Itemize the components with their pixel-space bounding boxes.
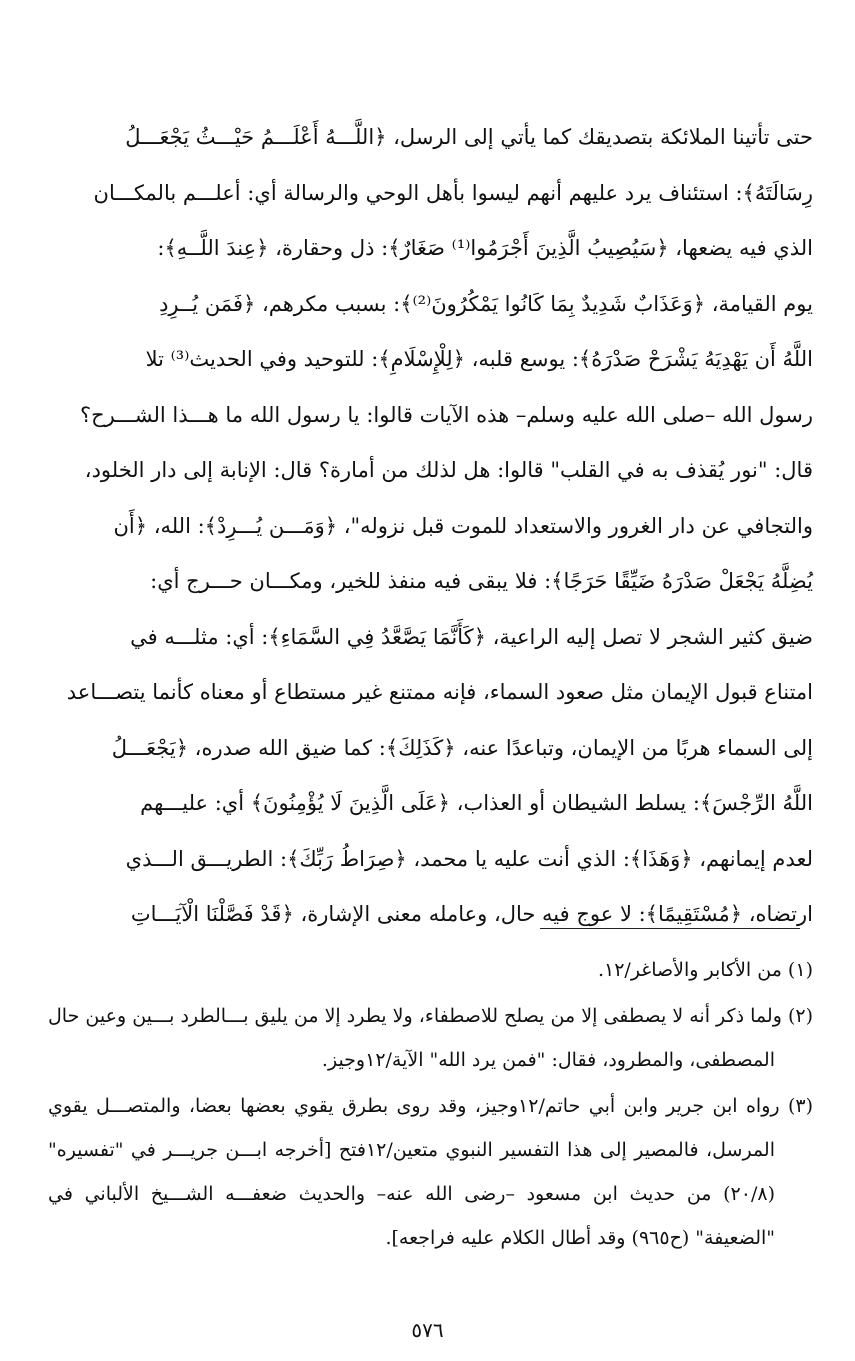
body-line: اللَّهُ الرِّجْسَ﴾: يسلط الشيطان أو العذاب، ﴿عَلَى الَّذِينَ لَا يُؤْمِنُونَ﴾ أي: عليـــهم <box>140 791 813 815</box>
footnote-1: (١) من الأكابر والأصاغر/١٢. <box>597 959 813 981</box>
body-line: لعدم إيمانهم، ﴿وَهَذَا﴾: الذي أنت عليه يا محمد، ﴿صِرَاطُ رَبِّكَ﴾: الطريـــق الـــذي <box>125 846 813 871</box>
footnote-2: (٢) ولما ذكر أنه لا يصطفى إلا من يصلح للاصطفاء، ولا يطرد إلا من يليق بـــالطرد بـــين وعين حال المصطفى، والمطرود، فقال: "فمن يرد الله" الآية/١٢وجيز. <box>48 1005 813 1071</box>
body-line: قال: "نور يُقذف به في القلب" قالوا: هل لذلك من أمارة؟ قال: الإنابة إلى دار الخلود، <box>84 458 813 482</box>
footnote-3: (٣) رواه ابن جرير وابن أبي حاتم/١٢وجيز، وقد روى بطرق يقوي بعضها بعضا، والمتصـــل يقوي المرسل، فالمصير إلى هذا التفسير النبوي متعين/١٢فتح [أخرجه ابـــن جريـــر في "تفسيره" (٢٠/٨) من حديث ابن مسعود –رضى الله عنه– والحديث ضعفـــه الشـــيخ الألباني في "الضعيفة" (ح٩٦٥) وقد أطال الكلام عليه فراجعه]. <box>48 1095 814 1249</box>
tafsir-body-text <box>48 110 813 943</box>
body-line: حتى تأتينا الملائكة بتصديقك كما يأتي إلى الرسل، ﴿اللَّـــهُ أَعْلَـــمُ حَيْـــثُ يَجْعَـــلُ <box>125 125 813 149</box>
body-line: رِسَالَتَهُ﴾: استئناف يرد عليهم أنهم ليسوا بأهل الوحي والرسالة أي: أعلـــم بالمكـــان <box>93 180 813 205</box>
body-line: امتناع قبول الإيمان مثل صعود السماء، فإنه ممتنع غير مستطاع أو معناه كأنما يتصـــاعد <box>66 680 813 704</box>
footnotes-section <box>48 948 813 1262</box>
body-line: ارتضاه، ﴿مُسْتَقِيمًا﴾: لا عوج فيه حال، وعامله معنى الإشارة، ﴿قَدْ فَصَّلْنَا الْآيَـــاتِ <box>130 902 813 926</box>
body-line: يُضِلَّهُ يَجْعَلْ صَدْرَهُ ضَيِّقًا حَرَجًا﴾: فلا يبقى فيه منفذ للخير، ومكـــان حـــرج أي: <box>150 569 813 593</box>
footnote-separator <box>540 928 800 929</box>
body-line: إلى السماء هربًا من الإيمان، وتباعدًا عنه، ﴿كَذَلِكَ﴾: كما ضيق الله صدره، ﴿يَجْعَـــلُ <box>111 735 813 760</box>
body-line: اللَّهُ أَن يَهْدِيَهُ يَشْرَحْ صَدْرَهُ﴾: يوسع قلبه، ﴿لِلْإِسْلَامِ﴾: للتوحيد وفي الحديث⁽³⁾ تلا <box>145 347 813 371</box>
page-number: ٥٧٦ <box>411 1318 444 1342</box>
body-line: الذي فيه يضعها، ﴿سَيُصِيبُ الَّذِينَ أَجْرَمُوا⁽¹⁾ صَغَارٌ﴾: ذل وحقارة، ﴿عِندَ اللَّــهِ﴾: <box>157 236 813 260</box>
body-line: والتجافي عن دار الغرور والاستعداد للموت قبل نزوله"، ﴿وَمَـــن يُـــرِدْ﴾: الله، ﴿أَن <box>113 513 813 538</box>
body-line: يوم القيامة، ﴿وَعَذَابٌ شَدِيدٌ بِمَا كَانُوا يَمْكُرُونَ⁽²⁾﴾: بسبب مكرهم، ﴿فَمَن يُــرِدِ <box>159 291 813 316</box>
body-line: رسول الله –صلى الله عليه وسلم– هذه الآيات قالوا: يا رسول الله ما هـــذا الشـــرح؟ <box>79 402 813 427</box>
body-line: ضيق كثير الشجر لا تصل إليه الراعية، ﴿كَأَنَّمَا يَصَّعَّدُ فِي السَّمَاءِ﴾: أي: مثلـــه في <box>130 624 813 649</box>
